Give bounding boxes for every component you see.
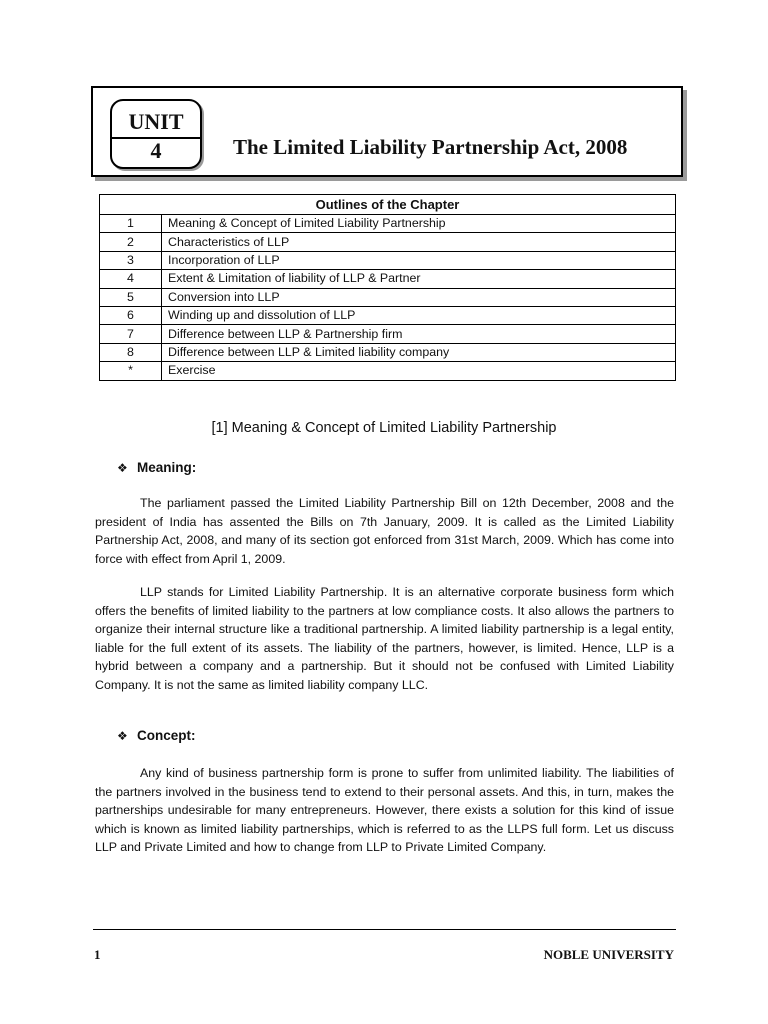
unit-label: UNIT	[128, 109, 184, 134]
footer-divider	[93, 929, 676, 930]
outline-row-number: 4	[100, 270, 162, 288]
outline-row-text: Exercise	[162, 362, 676, 380]
outline-row-text: Extent & Limitation of liability of LLP & Partner	[162, 270, 676, 288]
outline-row-number: 5	[100, 288, 162, 306]
outline-row-text: Difference between LLP & Partnership firm	[162, 325, 676, 343]
chapter-header	[91, 86, 683, 177]
outline-row-number: 8	[100, 343, 162, 361]
outline-row	[100, 362, 676, 380]
outline-row	[100, 251, 676, 269]
meaning-paragraph: The parliament passed the Limited Liability Partnership Bill on 12th December, 2008 and the president of India has assented the Bills on 7th January, 2009. It is called as the Limited Liability Partnership Act, 2008, and many of its section got enforced from 31st March, 2009. Which has come into force with effect from April 1, 2009.	[95, 496, 674, 566]
outline-row-number: 7	[100, 325, 162, 343]
outline-row-text: Meaning & Concept of Limited Liability Partnership	[162, 215, 676, 233]
outline-row-text: Winding up and dissolution of LLP	[162, 306, 676, 324]
outline-row-text: Characteristics of LLP	[162, 233, 676, 251]
chapter-title: The Limited Liability Partnership Act, 2008	[233, 135, 628, 159]
outline-row-number: 1	[100, 215, 162, 233]
outline-row-number: 6	[100, 306, 162, 324]
concept-paragraph: Any kind of business partnership form is prone to suffer from unlimited liability. The liabilities of the partners involved in the business tend to extend to their personal assets. And this, in turn, makes the partnerships undesirable for many entrepreneurs. However, there exists a solution for this kind of issue which is known as limited liability partnerships, which is referred to as the LLPS full form. Let us discuss LLP and Private Limited and how to change from LLP to Private Limited Company.	[95, 766, 674, 854]
section-heading: [1] Meaning & Concept of Limited Liability Partnership	[211, 420, 557, 436]
outline-row-text: Difference between LLP & Limited liability company	[162, 343, 676, 361]
outline-heading: Outlines of the Chapter	[100, 195, 676, 215]
concept-heading	[117, 728, 196, 743]
outline-row-number: 3	[100, 251, 162, 269]
outline-row-number: *	[100, 362, 162, 380]
concept-heading-label: Concept:	[137, 728, 196, 743]
meaning-paragraph: LLP stands for Limited Liability Partnership. It is an alternative corporate business form which offers the benefits of limited liability to the partners at low compliance costs. It also allows the partners to organize their internal structure like a traditional partnership. A limited liability partnership is a legal entity, liable for the full extent of its assets. The liability of the partners, however, is limited. Hence, LLP is a hybrid between a company and a partnership. But it should not be confused with Limited Liability Company. It is not the same as limited liability company LLC.	[95, 585, 674, 692]
unit-badge	[110, 99, 202, 169]
outline-row	[100, 270, 676, 288]
outline-row-text: Incorporation of LLP	[162, 251, 676, 269]
outline-row-number: 2	[100, 233, 162, 251]
outline-row	[100, 288, 676, 306]
outline-row	[100, 343, 676, 361]
meaning-heading-label: Meaning:	[137, 460, 197, 475]
unit-number: 4	[150, 138, 162, 163]
chapter-outline-table	[99, 194, 676, 381]
meaning-heading	[117, 460, 196, 475]
outline-row-text: Conversion into LLP	[162, 288, 676, 306]
outline-row	[100, 233, 676, 251]
diamond-bullet-icon: ❖	[117, 729, 128, 743]
outline-header-row	[100, 195, 676, 215]
outline-row	[100, 306, 676, 324]
institution-name: NOBLE UNIVERSITY	[543, 947, 674, 962]
diamond-bullet-icon: ❖	[117, 461, 128, 475]
outline-row	[100, 215, 676, 233]
page-number: 1	[94, 947, 101, 962]
outline-row	[100, 325, 676, 343]
